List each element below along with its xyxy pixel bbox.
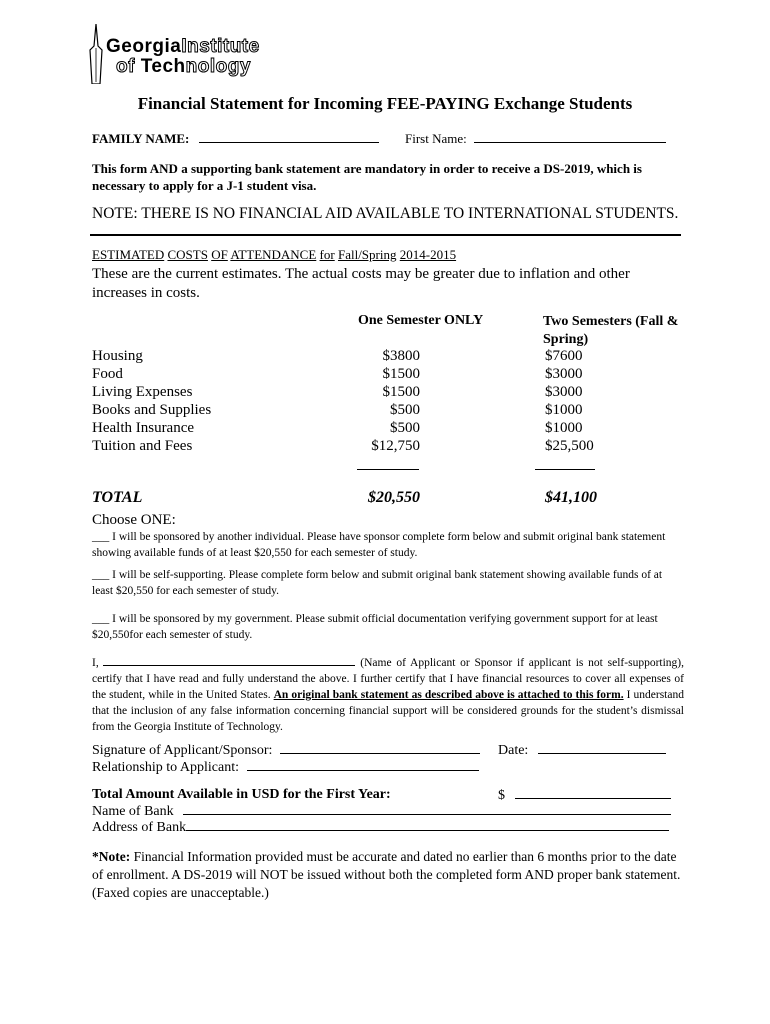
form-title: Financial Statement for Incoming FEE-PAYING Exchange Students	[137, 94, 633, 113]
tech-tower-spire-icon	[88, 24, 104, 84]
logo-line-2: of Technology	[116, 56, 251, 77]
family-name-line[interactable]	[199, 131, 379, 143]
total-available-line[interactable]	[515, 787, 671, 799]
relationship-line[interactable]	[247, 759, 479, 771]
signature-line[interactable]	[280, 742, 480, 754]
total-one-semester: $20,550	[368, 489, 420, 506]
bank-name-line[interactable]	[183, 803, 671, 815]
cost-row: Living Expenses $1500 $3000	[92, 384, 583, 400]
bank-address-label: Address of Bank	[92, 820, 187, 835]
family-name-field[interactable]	[92, 131, 379, 147]
signature-field[interactable]	[92, 742, 480, 759]
estimates-intro: These are the current estimates. The actual costs may be greater due to inflation and other increases in costs.	[92, 266, 630, 301]
choose-one-label: Choose ONE:	[92, 512, 176, 528]
option-sponsor-individual[interactable]: ___ I will be sponsored by another individual. Please have sponsor complete form below and submit original bank statement showing available funds of at least $20,550 for each semester of study.	[92, 531, 666, 559]
first-name-field[interactable]	[405, 131, 666, 147]
mandatory-notice: This form AND a supporting bank statement are mandatory in order to receive a DS-2019, which is necessary to apply for a J-1 student visa.	[92, 161, 642, 193]
cost-row: Health Insurance $500 $1000	[92, 420, 583, 436]
certification-statement: I, (Name of Applicant or Sponsor if applicant is not self-supporting), certify that I have read and fully understand the above. I further certify that I have financial resources to cover all expenses of the student, while in the United States. An original bank statement as described above is attached to this form. I understand that the inclusion of any false information concerning financial support will be considered grounds for the student’s dismissal from the Georgia Institute of Technology.	[92, 654, 684, 735]
cost-row: Tuition and Fees $12,750 $25,500	[92, 438, 594, 454]
georgia-tech-logo	[88, 24, 328, 86]
date-label: Date:	[498, 743, 529, 758]
date-line[interactable]	[538, 742, 666, 754]
total-available-field[interactable]: $	[498, 787, 671, 804]
logo-line-1: GeorgiaInstitute	[106, 36, 260, 57]
relationship-label: Relationship to Applicant:	[92, 760, 239, 775]
divider	[90, 234, 681, 236]
total-row	[92, 489, 692, 507]
first-name-label: First Name:	[405, 131, 467, 146]
signature-label: Signature of Applicant/Sponsor:	[92, 743, 273, 758]
attachment-requirement: An original bank statement as described above is attached to this form.	[273, 689, 624, 701]
financial-aid-note: NOTE: THERE IS NO FINANCIAL AID AVAILABLE TO INTERNATIONAL STUDENTS.	[92, 205, 679, 222]
two-semesters-header: Two Semesters (Fall & Spring)	[543, 314, 679, 347]
bank-name-label: Name of Bank	[92, 804, 174, 819]
relationship-field[interactable]	[92, 759, 479, 776]
family-name-label: FAMILY NAME:	[92, 131, 190, 146]
cost-row: Books and Supplies $500 $1000	[92, 402, 583, 418]
total-two-semesters: $41,100	[545, 489, 597, 506]
total-label: TOTAL	[92, 489, 143, 506]
first-name-line[interactable]	[474, 131, 666, 143]
cost-row: Food $1500 $3000	[92, 366, 583, 382]
bank-address-line[interactable]	[186, 819, 669, 831]
sum-line-one	[357, 469, 419, 470]
option-government[interactable]: ___ I will be sponsored by my government. Please submit official documentation verifying government support for at least $20,550for each semester of study.	[92, 613, 658, 641]
sum-line-two	[535, 469, 595, 470]
bank-address-field[interactable]	[92, 819, 669, 836]
option-self-supporting[interactable]: ___ I will be self-supporting. Please complete form below and submit original bank statement showing available funds of at least $20,550 for each semester of study.	[92, 569, 663, 597]
estimated-costs-heading: ESTIMATED COSTS OF ATTENDANCE for Fall/Spring 2014-2015	[92, 247, 457, 262]
final-note: *Note: Financial Information provided must be accurate and dated no earlier than 6 months prior to the date of enrollment. A DS-2019 will NOT be issued without both the completed form AND proper bank statement. (Faxed copies are unacceptable.)	[92, 849, 681, 900]
one-semester-header: One Semester ONLY	[358, 313, 484, 328]
cost-row: Housing $3800 $7600	[92, 348, 583, 364]
date-field[interactable]	[498, 742, 666, 759]
bank-name-field[interactable]	[92, 803, 671, 820]
total-available-label: Total Amount Available in USD for the First Year:	[92, 787, 391, 802]
applicant-name-line[interactable]	[103, 654, 355, 666]
